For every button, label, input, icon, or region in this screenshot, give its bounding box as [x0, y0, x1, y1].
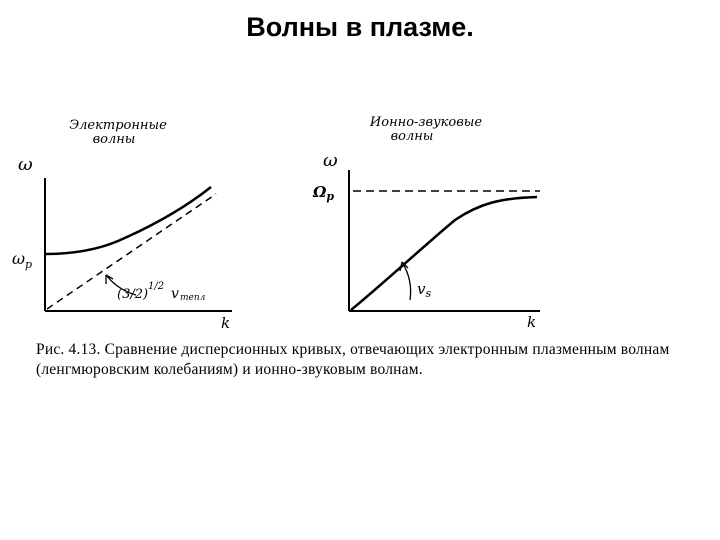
right-slope-label: $v_s$	[417, 280, 432, 300]
asymptote-label-v: v	[171, 286, 179, 302]
electron-dispersion-curve	[45, 187, 211, 254]
left-x-axis-label: k	[221, 314, 231, 332]
right-plateau-label: $\Omega_p$	[313, 183, 335, 203]
right-panel-title-line1: Ионно-звуковые	[369, 115, 483, 130]
left-y-axis-label: ω	[18, 154, 33, 175]
asymptote-label-subscript: тепл	[180, 293, 206, 303]
left-panel-title-line2: волны	[92, 132, 136, 147]
left-panel-title-line1: Электронные	[69, 118, 167, 133]
slide-title: Волны в плазме.	[246, 12, 474, 42]
left-y-intercept-label: $\omega_p$	[12, 249, 33, 271]
right-x-axis-label: k	[527, 313, 537, 331]
right-angle-arc	[402, 262, 411, 300]
left-panel	[12, 118, 232, 332]
asymptote-label-prefix: (3/2)	[117, 287, 149, 302]
right-panel	[312, 115, 540, 331]
right-y-axis-label: ω	[323, 150, 338, 171]
right-panel-title-line2: волны	[390, 129, 434, 144]
asymptote-label-power: 1/2	[148, 281, 165, 292]
ion-acoustic-curve	[351, 197, 537, 310]
asymptote-label	[117, 281, 206, 303]
figure-caption: Рис. 4.13. Сравнение дисперсионных кривых, отвечающих электронным плазменным волнам (ленгмюровским колебаниям) и ионно-звуковым волнам.	[36, 341, 670, 378]
